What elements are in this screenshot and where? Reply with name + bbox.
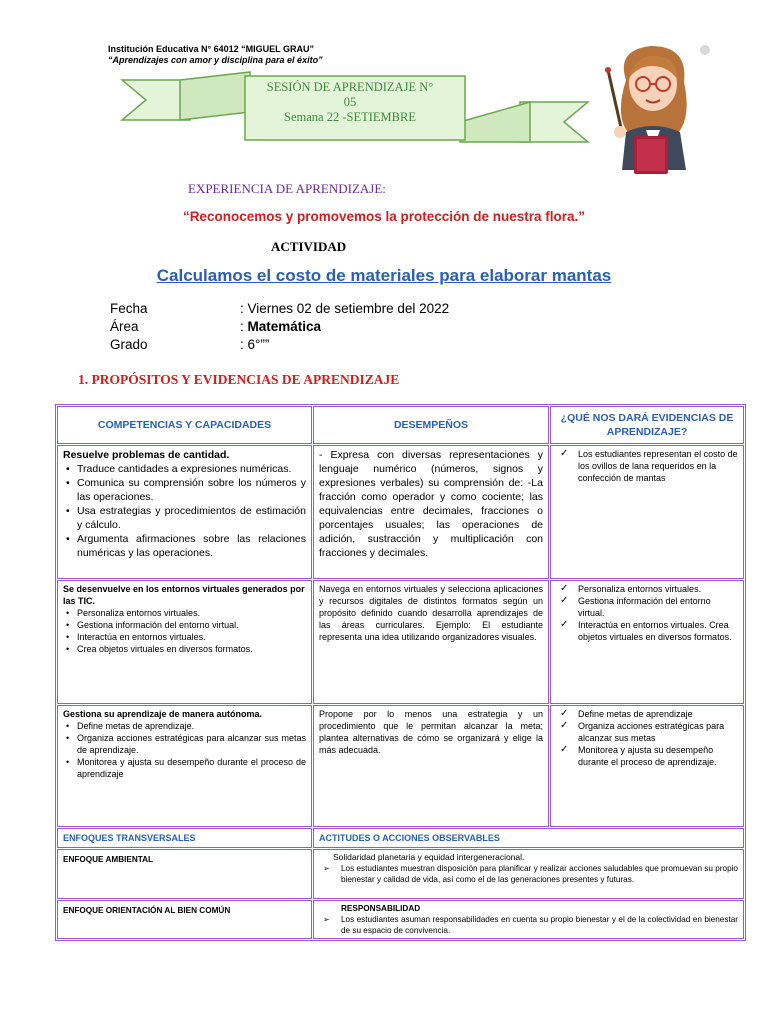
- session-week: Semana 22 -SETIEMBRE: [284, 110, 416, 124]
- list-item: • Crea objetos virtuales en diversos formatos.: [63, 643, 306, 655]
- competencia-title: Gestiona su aprendizaje de manera autónoma.: [63, 709, 263, 719]
- enfoque-value-cell: [313, 900, 744, 939]
- session-banner-text: [250, 80, 450, 125]
- enfoque-name: ENFOQUE ORIENTACIÓN AL BIEN COMÚN: [63, 906, 231, 915]
- list-item: • Define metas de aprendizaje.: [63, 720, 306, 732]
- school-motto: “Aprendizajes con amor y disciplina para el éxito”: [108, 55, 323, 65]
- enfoques-header-text: ENFOQUES TRANSVERSALES: [63, 833, 196, 843]
- actitudes-header: [313, 828, 744, 848]
- list-item: ➢ Los estudiantes muestran disposición para planificar y realizar acciones saludables que promuevan su propio bienestar y calidad de vida, así como el de las generaciones presentes y futuras.: [319, 863, 738, 885]
- school-name: Institución Educativa N° 64012 “MIGUEL GRAU”: [108, 44, 314, 54]
- evidencias-cell: [550, 445, 744, 579]
- info-row-grado: [110, 336, 449, 354]
- capacidades-list: [63, 462, 306, 560]
- list-item: ✓ Organiza acciones estratégicas para alcanzar sus metas: [556, 720, 738, 744]
- enfoque-row: [57, 849, 744, 899]
- list-item: • Comunica su comprensión sobre los números y las operaciones.: [63, 476, 306, 504]
- enfoques-header: [57, 828, 312, 848]
- experience-title: “Reconocemos y promovemos la protección de nuestra flora.”: [182, 209, 586, 224]
- capacidades-list: [63, 720, 306, 780]
- competencia-cell: [57, 705, 312, 827]
- evidencias-cell: [550, 580, 744, 704]
- list-item: ✓ Interactúa en entornos virtuales. Crea objetos virtuales en diversos formatos.: [556, 619, 738, 643]
- capacidades-list: [63, 607, 306, 655]
- activity-title: Calculamos el costo de materiales para elaborar mantas: [156, 266, 612, 285]
- list-item: ✓ Los estudiantes representan el costo de los ovillos de lana requeridos en la confección de mantas: [556, 448, 738, 484]
- enfoque-name-cell: [57, 849, 312, 899]
- purposes-table: [55, 404, 746, 941]
- desempeno-cell: - Expresa con diversas representaciones y lenguaje numérico (números, signos y expresiones verbales) su comprensión de: -La fracción como operador y como cociente; las equivalencias entre decimales, fracciones o porcentajes usuales; las operaciones de adición, sustracción y multiplicación con fracciones y decimales.: [313, 445, 549, 579]
- table-header-row: [57, 406, 744, 444]
- header-desempenos: DESEMPEÑOS: [313, 406, 549, 444]
- activity-label: ACTIVIDAD: [271, 239, 347, 254]
- area-value: Matemática: [247, 319, 322, 334]
- competencia-title: Resuelve problemas de cantidad.: [63, 449, 230, 461]
- list-item: ✓ Define metas de aprendizaje: [556, 708, 738, 720]
- competencia-title: Se desenvuelve en los entornos virtuales generados por las TIC.: [63, 584, 305, 606]
- actitudes-header-text: ACTITUDES O ACCIONES OBSERVABLES: [319, 833, 500, 843]
- fecha-label: Fecha: [110, 301, 148, 316]
- actions-list: [319, 863, 738, 885]
- enfoques-header-row: [57, 828, 744, 848]
- info-row-fecha: [110, 300, 449, 318]
- fecha-value: : Viernes 02 de setiembre del 2022: [240, 301, 450, 316]
- list-item: • Personaliza entornos virtuales.: [63, 607, 306, 619]
- table-row: [57, 580, 744, 704]
- list-item: • Argumenta afirmaciones sobre las relaciones numéricas y las operaciones.: [63, 532, 306, 560]
- list-item: • Usa estrategias y procedimientos de estimación y cálculo.: [63, 504, 306, 532]
- experience-label: EXPERIENCIA DE APRENDIZAJE:: [188, 181, 386, 196]
- session-title: SESIÓN DE APRENDIZAJE N°: [266, 80, 434, 94]
- list-item: ✓ Personaliza entornos virtuales.: [556, 583, 738, 595]
- enfoque-name-cell: [57, 900, 312, 939]
- list-item: • Monitorea y ajusta su desempeño durante el proceso de aprendizaje: [63, 756, 306, 780]
- grado-label: Grado: [110, 337, 148, 352]
- session-number: 05: [343, 95, 357, 109]
- teacher-illustration: [596, 40, 712, 175]
- list-item: ➢ Los estudiantes asuman responsabilidades en cuenta su propio bienestar y el de la colectividad en bienestar de su espacio de convivencia.: [319, 914, 738, 936]
- enfoque-value-cell: [313, 849, 744, 899]
- evidencias-cell: [550, 705, 744, 827]
- actions-list: [319, 914, 738, 936]
- area-colon: :: [240, 319, 248, 334]
- grado-value: : 6°””: [240, 337, 270, 352]
- list-item: • Gestiona información del entorno virtual.: [63, 619, 306, 631]
- desempeno-cell: Navega en entornos virtuales y selecciona aplicaciones y recursos digitales de distintos formatos según un propósito definido cuando desarrolla aprendizajes de las áreas curriculares. Ejemplo: El estudiante representa una idea utilizando organizadores visuales.: [313, 580, 549, 704]
- table-row: [57, 445, 744, 579]
- info-row-area: [110, 318, 449, 336]
- session-info: [110, 300, 449, 354]
- enfoque-row: [57, 900, 744, 939]
- competencia-cell: [57, 580, 312, 704]
- area-value-wrap: [240, 318, 321, 336]
- list-item: • Traduce cantidades a expresiones numéricas.: [63, 462, 306, 476]
- area-label: Área: [110, 319, 139, 334]
- evidencias-list: [556, 708, 738, 768]
- enfoque-value-title: Solidaridad planetaria y equidad intergeneracional.: [333, 852, 525, 862]
- enfoque-name: ENFOQUE AMBIENTAL: [63, 855, 154, 864]
- competencia-cell: [57, 445, 312, 579]
- table-row: [57, 705, 744, 827]
- evidencias-list: [556, 583, 738, 643]
- header-evidencias: ¿QUÉ NOS DARÁ EVIDENCIAS DE APRENDIZAJE?: [550, 406, 744, 444]
- list-item: ✓ Monitorea y ajusta su desempeño durante el proceso de aprendizaje.: [556, 744, 738, 768]
- header-competencias: COMPETENCIAS Y CAPACIDADES: [57, 406, 312, 444]
- section-title: 1. PROPÓSITOS Y EVIDENCIAS DE APRENDIZAJE: [78, 372, 400, 387]
- evidencias-list: [556, 448, 738, 484]
- list-item: ✓ Gestiona información del entorno virtual.: [556, 595, 738, 619]
- desempeno-cell: Propone por lo menos una estrategia y un procedimiento que le permitan alcanzar la meta; plantea alternativas de cómo se organizará y elige la más adecuada.: [313, 705, 549, 827]
- list-item: • Interactúa en entornos virtuales.: [63, 631, 306, 643]
- list-item: • Organiza acciones estratégicas para alcanzar sus metas de aprendizaje.: [63, 732, 306, 756]
- enfoque-value-title: RESPONSABILIDAD: [341, 904, 421, 913]
